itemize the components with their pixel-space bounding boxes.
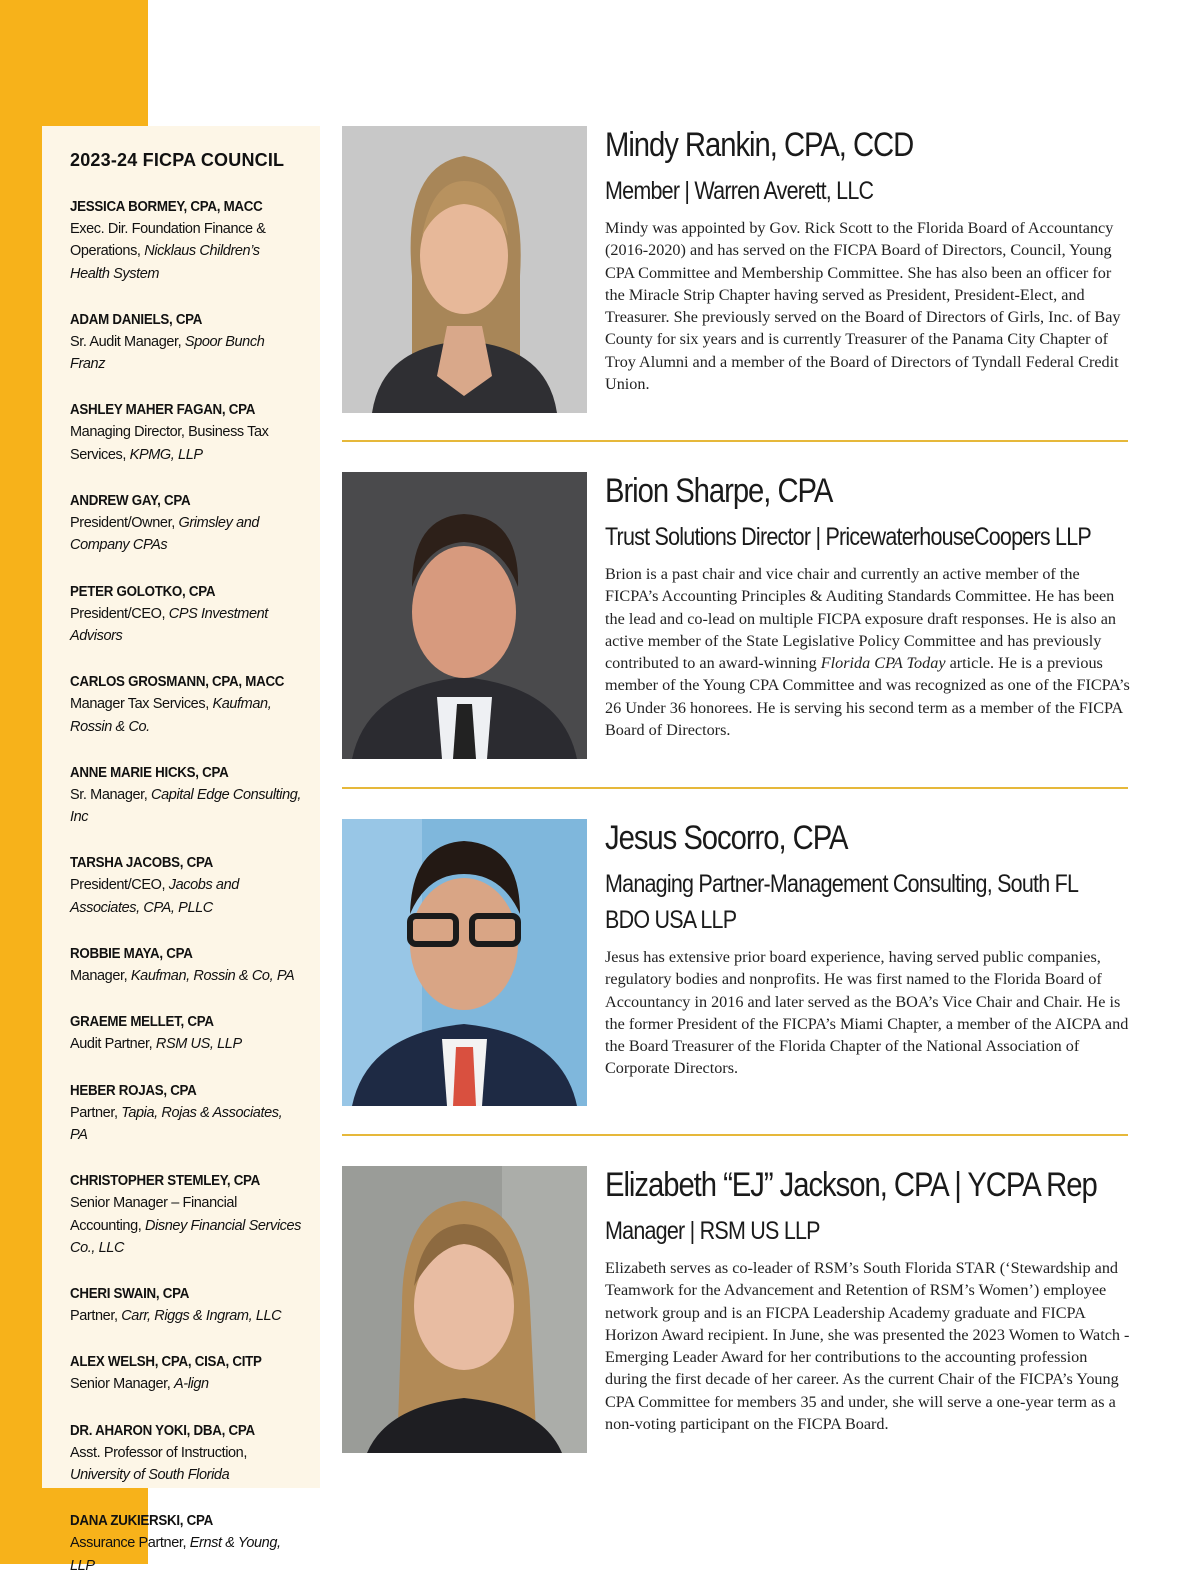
council-member <box>70 1283 302 1327</box>
profile-title: Member | Warren Averett, LLC <box>605 177 874 205</box>
profile-name: Brion Sharpe, CPA <box>605 472 833 510</box>
council-member-company: Ernst & Young, LLP <box>70 1535 281 1574</box>
council-member-position: President/CEO, <box>70 605 169 622</box>
council-member-position: Senior Manager, <box>70 1376 175 1393</box>
council-member-role <box>70 603 302 648</box>
council-member-company: University of South Florida <box>70 1467 230 1484</box>
council-member <box>70 399 302 466</box>
section-divider <box>342 787 1128 789</box>
council-member-company: Grimsley and Company CPAs <box>70 515 260 554</box>
council-member <box>70 309 302 376</box>
council-sidebar <box>42 126 320 1574</box>
council-member-role <box>70 1192 302 1259</box>
council-member-company: CPS Investment Advisors <box>70 605 268 644</box>
council-member-name: CARLOS GROSMANN, CPA, MACC <box>70 674 285 691</box>
council-member-position: Manager Tax Services, <box>70 696 213 713</box>
council-member-role <box>70 874 302 919</box>
council-member-name: ANDREW GAY, CPA <box>70 493 191 510</box>
profile-title: Trust Solutions Director | PricewaterhouseCoopers LLP <box>605 523 1091 551</box>
council-member-list <box>70 196 302 1577</box>
profile-name: Elizabeth “EJ” Jackson, CPA | YCPA Rep <box>605 1166 1097 1204</box>
council-member-role <box>70 331 302 376</box>
council-member-position: Partner, <box>70 1104 122 1121</box>
council-member-position: President/Owner, <box>70 515 179 532</box>
profile-bio: Mindy was appointed by Gov. Rick Scott to the Florida Board of Accountancy (2016-2020) and has served on the FICPA Board of Directors, Council, Young CPA Committee and Membership Committee. She has also been an officer for the Miracle Strip Chapter having served as President, President-Elect, and Treasurer. She previously served on the Board of Directors of Girls, Inc. of Bay County for six years and is currently Treasurer of the Panama City Chapter of Troy Alumni and a member of the Board of Directors of Tyndall Federal Credit Union. <box>605 219 1121 394</box>
council-member-name: DANA ZUKIERSKI, CPA <box>70 1513 213 1530</box>
council-member-position: Senior Manager – Financial Accounting, <box>70 1195 237 1234</box>
profile-photo <box>342 472 587 759</box>
council-member <box>70 1011 302 1055</box>
council-member-company: Capital Edge Consulting, Inc <box>70 786 302 826</box>
council-member-name: PETER GOLOTKO, CPA <box>70 583 216 600</box>
council-member-company: Kaufman, Rossin & Co. <box>70 696 272 735</box>
council-member <box>70 1351 302 1395</box>
council-member-name: DR. AHARON YOKI, DBA, CPA <box>70 1422 255 1439</box>
council-member-role <box>70 1442 302 1487</box>
council-member-position: Audit Partner, <box>70 1036 156 1053</box>
council-member-company: Kaufman, Rossin & Co, PA <box>130 968 295 985</box>
council-member-company: Tapia, Rojas & Associates, PA <box>70 1104 283 1143</box>
council-member-role <box>70 1033 302 1055</box>
council-member-role <box>70 512 302 557</box>
council-member-company: KPMG, LLP <box>129 446 203 463</box>
sidebar-title: 2023-24 FICPA COUNCIL <box>70 150 285 170</box>
council-member-role <box>70 421 302 466</box>
profile-name: Jesus Socorro, CPA <box>605 819 848 857</box>
council-member-company: Jacobs and Associates, CPA, PLLC <box>70 877 239 916</box>
council-member-name: ROBBIE MAYA, CPA <box>70 946 193 963</box>
profile-title: Manager | RSM US LLP <box>605 1217 820 1245</box>
council-member-company: Spoor Bunch Franz <box>70 333 265 373</box>
council-member-position: Assurance Partner, <box>70 1535 190 1552</box>
council-member-role <box>70 1532 302 1577</box>
council-member-position: Asst. Professor of Instruction, <box>70 1444 247 1461</box>
section-divider <box>342 1134 1128 1136</box>
council-member <box>70 490 302 557</box>
profile-info <box>605 1166 1130 1435</box>
council-member-company: Disney Financial Services Co., LLC <box>70 1217 302 1256</box>
profile-bio: Elizabeth serves as co-leader of RSM’s South Florida STAR (‘Stewardship and Teamwork for the Advancement and Retention of RSM’s Women’) employee network group and is an FICPA Leadership Academy graduate and FICPA Horizon Award recipient. In June, she was presented the 2023 Women to Watch - Emerging Leader Award for her contributions to the accounting profession during the first decade of her career. As the current Chair of the FICPA’s Young CPA Committee for members 35 and under, she will serve a one-year term as a non-voting participant on the FICPA Board. <box>605 1259 1130 1434</box>
council-member-name: CHERI SWAIN, CPA <box>70 1286 190 1303</box>
council-member-role <box>70 965 302 987</box>
council-member <box>70 1420 302 1487</box>
council-member-position: Sr. Audit Manager, <box>70 333 185 350</box>
council-member-position: President/CEO, <box>70 877 169 894</box>
council-member-name: TARSHA JACOBS, CPA <box>70 855 214 872</box>
council-member <box>70 1170 302 1259</box>
profile-photo <box>342 126 587 413</box>
council-member-company: Carr, Riggs & Ingram, LLC <box>121 1308 282 1325</box>
council-member <box>70 1080 302 1147</box>
profile-info <box>605 126 1130 395</box>
council-member-role <box>70 218 302 285</box>
section-divider <box>342 440 1128 442</box>
council-member-name: ASHLEY MAHER FAGAN, CPA <box>70 402 256 419</box>
council-member-position: Exec. Dir. Foundation Finance & Operations, <box>70 221 266 260</box>
council-member-name: JESSICA BORMEY, CPA, MACC <box>70 199 263 215</box>
profile-info <box>605 819 1130 1080</box>
council-member <box>70 671 302 738</box>
council-member-position: Manager, <box>70 968 131 985</box>
council-member-name: ADAM DANIELS, CPA <box>70 311 203 328</box>
council-member-company: A-lign <box>174 1376 209 1393</box>
council-member <box>70 196 302 285</box>
profile-info <box>605 472 1130 741</box>
council-member-name: ALEX WELSH, CPA, CISA, CITP <box>70 1354 262 1371</box>
council-member <box>70 581 302 648</box>
profile-photo <box>342 819 587 1106</box>
council-member-role <box>70 1305 302 1327</box>
profile-company: BDO USA LLP <box>605 906 737 934</box>
council-member-role <box>70 693 302 738</box>
profile-bio: Jesus has extensive prior board experience, having served public companies, regulatory bodies and nonprofits. He was first named to the Florida Board of Accountancy in 2016 and later served as the BOA’s Vice Chair and Chair. He is the former President of the FICPA’s Miami Chapter, a member of the AICPA and the Board Treasurer of the Florida Chapter of the National Association of Corporate Directors. <box>605 948 1129 1078</box>
council-member-position: Partner, <box>70 1308 122 1325</box>
council-member-role <box>70 1102 302 1147</box>
council-member <box>70 762 302 829</box>
council-member-name: ANNE MARIE HICKS, CPA <box>70 764 229 781</box>
council-member-role <box>70 784 302 829</box>
council-member-company: RSM US, LLP <box>155 1036 242 1053</box>
council-member-name: GRAEME MELLET, CPA <box>70 1014 214 1031</box>
council-member <box>70 852 302 919</box>
council-member <box>70 1510 302 1577</box>
council-member-position: Sr. Manager, <box>70 786 152 803</box>
council-member-company: Nicklaus Children’s Health System <box>70 243 260 282</box>
council-member-position: Managing Director, Business Tax Services, <box>70 424 269 463</box>
profile-photo <box>342 1166 587 1453</box>
council-member <box>70 943 302 987</box>
profile-title: Managing Partner-Management Consulting, South FL <box>605 870 1079 898</box>
profile-name: Mindy Rankin, CPA, CCD <box>605 126 914 164</box>
council-member-name: HEBER ROJAS, CPA <box>70 1082 197 1099</box>
council-member-role <box>70 1373 302 1395</box>
profile-bio: Brion is a past chair and vice chair and currently an active member of the FICPA’s Accounting Principles & Auditing Standards Committee. He has been the lead and co-lead on multiple FICPA exposure draft responses. He is also an active member of the State Legislative Policy Committee and has previously contributed to an award-winning Florida CPA Today article. He is a previous member of the Young CPA Committee and was recognized as one of the FICPA’s 26 Under 36 honorees. He is serving his second term as a member of the FICPA Board of Directors. <box>605 565 1130 740</box>
council-member-name: CHRISTOPHER STEMLEY, CPA <box>70 1173 261 1190</box>
